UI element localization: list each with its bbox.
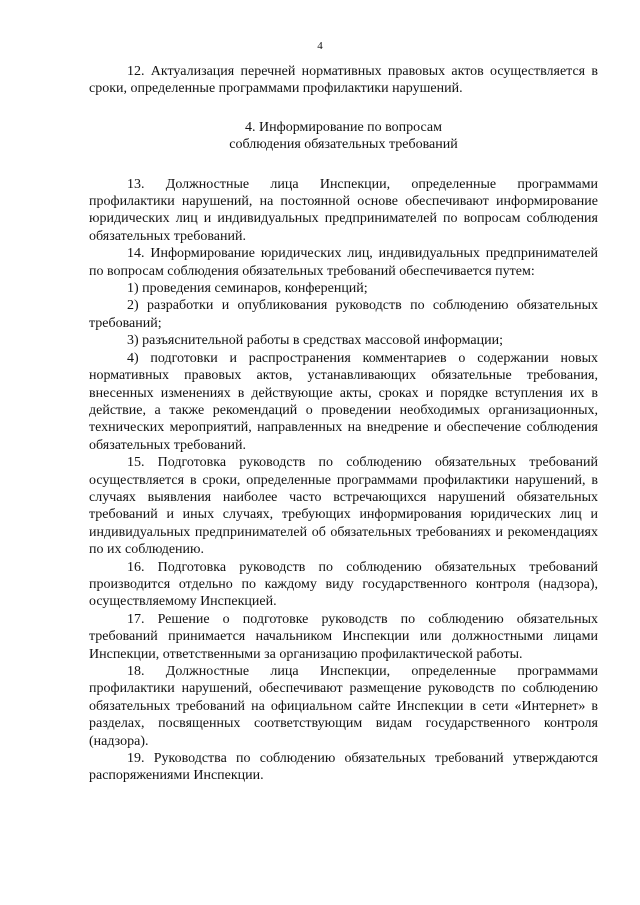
paragraph-17: 17. Решение о подготовке руководств по соблюдению обязательных требований принимается начальником Инспекции или должностными лицами Инспекции, ответственными за организацию профилактической работы. [89,611,598,662]
list-item-1: 1) проведения семинаров, конференций; [127,281,368,297]
paragraph-14: 14. Информирование юридических лиц, индивидуальных предпринимателей по вопросам соблюдения обязательных требований обеспечивается путем: [89,246,598,279]
list-item-3: 3) разъяснительной работы в средствах массовой информации; [127,333,503,349]
section-heading [89,119,598,154]
paragraph-15: 15. Подготовка руководств по соблюдению обязательных требований осуществляется в сроки, определенные программами профилактики нарушений, в случаях выявления наиболее часто встречающихся нарушений обязательных требований и иных случаях, требующих информирования юридических лиц и индивидуальных предпринимателей об обязательных требованиях и рекомендациях по их соблюдению. [89,455,598,558]
paragraph-13: 13. Должностные лица Инспекции, определенные программами профилактики нарушений, на постоянной основе обеспечивают информирование юридических лиц и индивидуальных предпринимателей по вопросам соблюдения обязательных требований. [89,176,598,244]
page-number: 4 [317,40,323,52]
section-title-line-1: 4. Информирование по вопросам [245,119,442,135]
paragraph-12: 12. Актуализация перечней нормативных правовых актов осуществляется в сроки, определенные программами профилактики нарушений. [89,64,598,97]
paragraph-18: 18. Должностные лица Инспекции, определенные программами профилактики нарушений, обеспечивают размещение руководств по соблюдению обязательных требований на официальном сайте Инспекции в сети «Интернет» в разделах, посвященных соответствующим видам государственного контроля (надзора). [89,664,598,749]
list-item-4: 4) подготовки и распространения комментариев о содержании новых нормативных правовых актов, устанавливающих обязательные требования, внесенных изменениях в действующие акты, сроках и порядке вступления их в действие, а также рекомендаций о проведении необходимых организационных, технических мероприятий, направленных на внедрение и обеспечение соблюдения обязательных требований. [89,350,598,453]
section-title-line-2: соблюдения обязательных требований [229,137,458,153]
paragraph-19: 19. Руководства по соблюдению обязательных требований утверждаются распоряжениями Инспекции. [89,751,598,784]
list-item-2: 2) разработки и опубликования руководств по соблюдению обязательных требований; [89,298,598,331]
document-body [89,63,598,785]
paragraph-16: 16. Подготовка руководств по соблюдению обязательных требований производится отдельно по каждому виду государственного контроля (надзора), осуществляемому Инспекцией. [89,559,598,610]
